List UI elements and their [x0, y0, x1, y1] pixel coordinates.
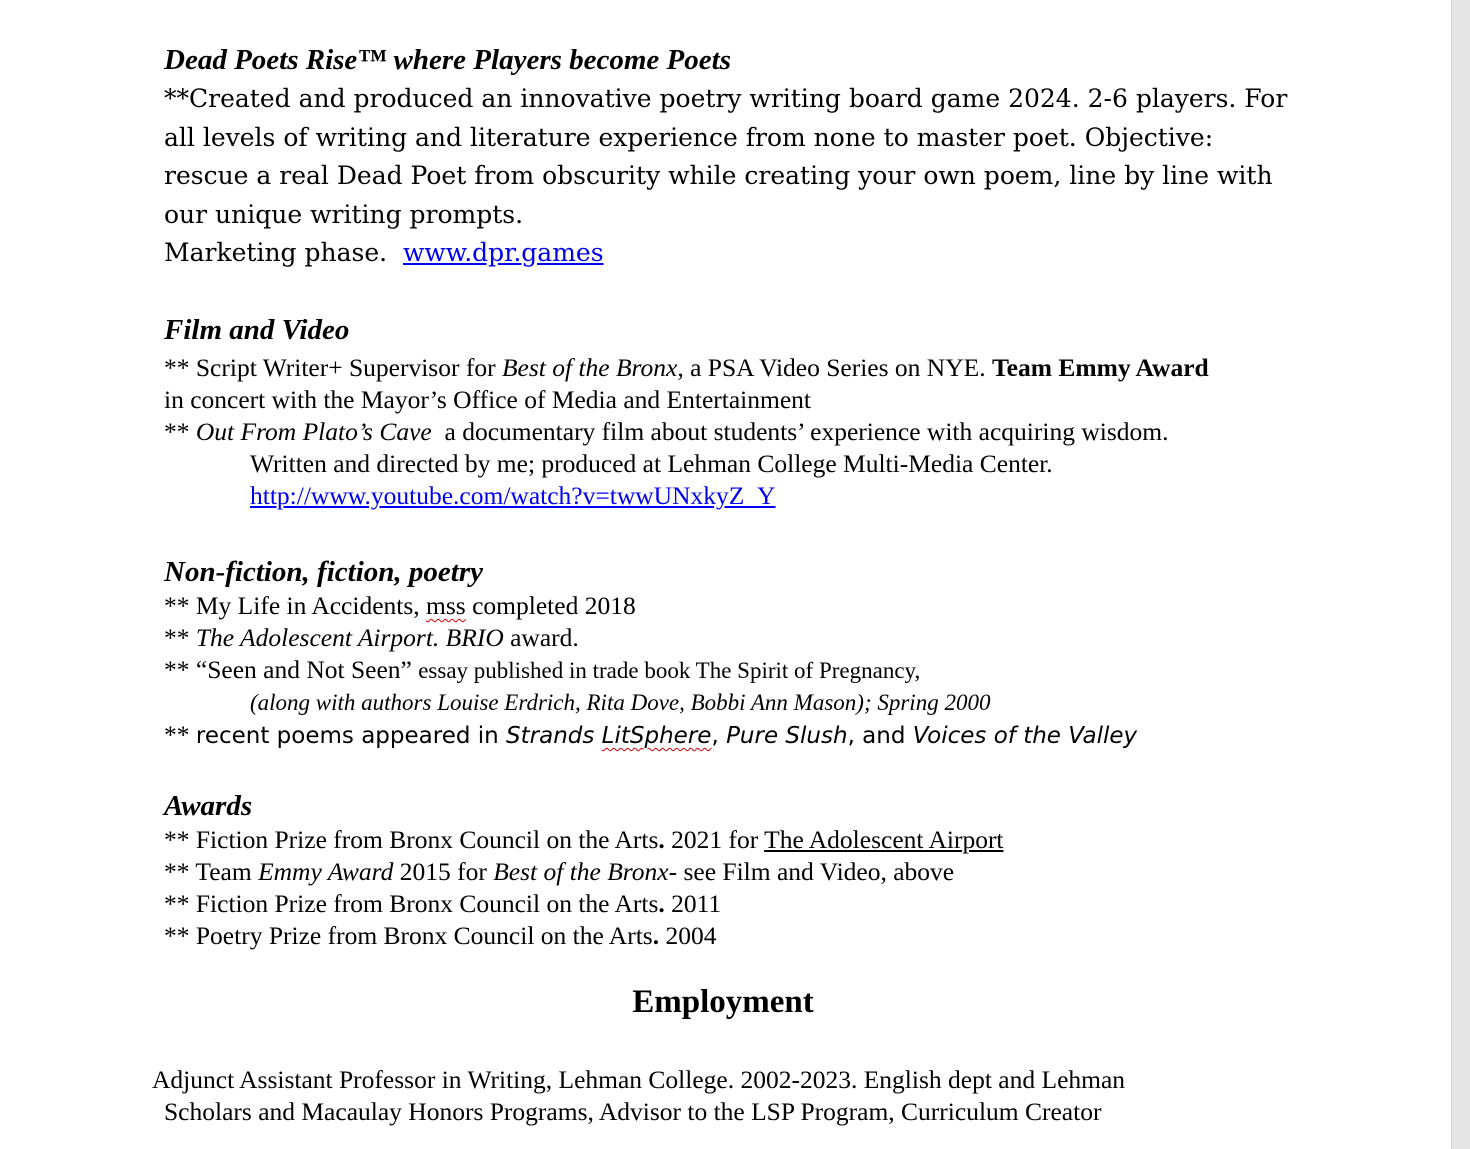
film-item-1-award: Team Emmy Award — [991, 353, 1209, 382]
award-item-3-suffix: 2011 — [664, 889, 722, 918]
award-item-1-dot: . — [658, 825, 665, 854]
writing-item-4-title-strands: Strands — [506, 723, 602, 749]
employment-line-1: Adjunct Assistant Professor in Writing, Lehman College. 2002-2023. English dept and Lehman — [152, 1065, 1126, 1094]
award-item-3-dot: . — [658, 889, 665, 918]
writing-item-4-prefix: ** — [164, 720, 196, 749]
spellcheck-flagged-word[interactable]: mss — [426, 591, 466, 620]
film-item-2-link-line — [164, 480, 1209, 512]
writing-item-1-prefix: ** My Life in Accidents, — [164, 591, 427, 620]
award-item-1-middle: 2021 for — [664, 825, 765, 854]
writing-item-3-line-2: (along with authors Louise Erdrich, Rita Dove, Bobbi Ann Mason); Spring 2000 — [250, 690, 991, 715]
award-item-1-title: The Adolescent Airport — [764, 825, 1004, 854]
writing-item-4-sep-1: , — [711, 723, 727, 749]
writing-item-2-prefix: ** — [164, 623, 196, 652]
film-item-1-line-2: in concert with the Mayor’s Office of Media and Entertainment — [164, 385, 811, 414]
writing-heading: Non-fiction, fiction, poetry — [164, 556, 483, 588]
award-item-4-suffix: 2004 — [659, 921, 717, 950]
film-item-2-prefix: ** — [164, 417, 196, 446]
writing-item-3-prefix: ** “Seen and Not Seen” — [164, 655, 419, 684]
awards-heading: Awards — [164, 790, 253, 822]
awards-items — [164, 824, 1004, 952]
writing-item-2-title: The Adolescent Airport. BRIO — [195, 623, 504, 652]
film-item-1-prefix: ** Script Writer+ Supervisor for — [164, 353, 502, 382]
film-item-2-line-2: Written and directed by me; produced at Lehman College Multi-Media Center. — [250, 449, 1053, 478]
game-line-3: rescue a real Dead Poet from obscurity while creating your own poem, line by line with — [164, 161, 1273, 190]
writing-item-2 — [164, 622, 1137, 654]
film-item-2-rest: a documentary film about students’ experience with acquiring wisdom. — [431, 417, 1169, 446]
award-item-2-title-2: Best of the Bronx — [493, 857, 669, 886]
award-item-4 — [164, 920, 1004, 952]
game-marketing-line — [164, 234, 1287, 273]
film-heading: Film and Video — [164, 314, 350, 346]
writing-item-1 — [164, 590, 1137, 622]
game-line-2: all levels of writing and literature experience from none to master poet. Objective: — [164, 122, 1214, 152]
game-website-link[interactable]: www.dpr.games — [402, 238, 604, 267]
youtube-link[interactable]: http://www.youtube.com/watch?v=twwUNxkyZ_Y — [250, 481, 776, 510]
film-item-1-title: Best of the Bronx — [501, 353, 678, 382]
film-item-1-middle: , a PSA Video Series on NYE. — [677, 353, 992, 382]
award-item-4-dot: . — [652, 921, 660, 950]
film-item-2-title: Out From Plato’s Cave — [195, 417, 432, 446]
award-item-3 — [164, 888, 1004, 920]
award-item-2-prefix: ** Team — [164, 857, 259, 886]
writing-item-3 — [164, 654, 1137, 687]
writing-item-1-suffix: completed 2018 — [465, 591, 636, 620]
film-item-2 — [164, 416, 1209, 448]
game-heading: Dead Poets Rise™ where Players become Poets — [164, 44, 731, 76]
writing-item-2-suffix: award. — [503, 623, 579, 652]
game-description — [164, 80, 1287, 273]
film-items — [164, 352, 1209, 512]
writing-item-3-description: essay published in trade book The Spirit of Pregnancy, — [418, 658, 921, 683]
employment-heading: Employment — [632, 984, 814, 1020]
award-item-2-title: Emmy Award — [258, 857, 394, 886]
awards-section — [164, 788, 252, 824]
award-item-1-prefix: ** Fiction Prize from Bronx Council on the Arts — [164, 825, 659, 854]
writing-item-4 — [164, 719, 1137, 752]
writing-item-4-title-pure-slush: Pure Slush — [726, 723, 848, 749]
writing-item-4-sep-2: , and — [847, 723, 913, 749]
employment-line-2: Scholars and Macaulay Honors Programs, Advisor to the LSP Program, Curriculum Creator — [164, 1097, 1102, 1126]
film-item-1 — [164, 352, 1209, 384]
award-item-4-prefix: ** Poetry Prize from Bronx Council on the Arts — [164, 921, 653, 950]
writing-item-4-text: recent poems appeared in — [195, 723, 507, 749]
award-item-2-suffix: - see Film and Video, above — [668, 857, 955, 886]
writing-item-4-title-voices: Voices of the Valley — [912, 723, 1138, 749]
marketing-label: Marketing phase. — [164, 238, 403, 267]
game-line-1: **Created and produced an innovative poetry writing board game 2024. 2-6 players. For — [164, 84, 1288, 113]
game-line-4: our unique writing prompts. — [164, 199, 524, 229]
award-item-3-prefix: ** Fiction Prize from Bronx Council on the Arts — [164, 889, 659, 918]
award-item-2-middle: 2015 for — [393, 857, 494, 886]
employment-items — [152, 1064, 1125, 1128]
spellcheck-flagged-litsphere[interactable]: LitSphere — [601, 723, 712, 749]
writing-items — [164, 590, 1137, 752]
award-item-2 — [164, 856, 1004, 888]
writing-section — [164, 554, 483, 590]
game-section — [164, 42, 731, 78]
film-section — [164, 312, 349, 348]
award-item-1 — [164, 824, 1004, 856]
vertical-scrollbar[interactable] — [1451, 0, 1470, 1149]
